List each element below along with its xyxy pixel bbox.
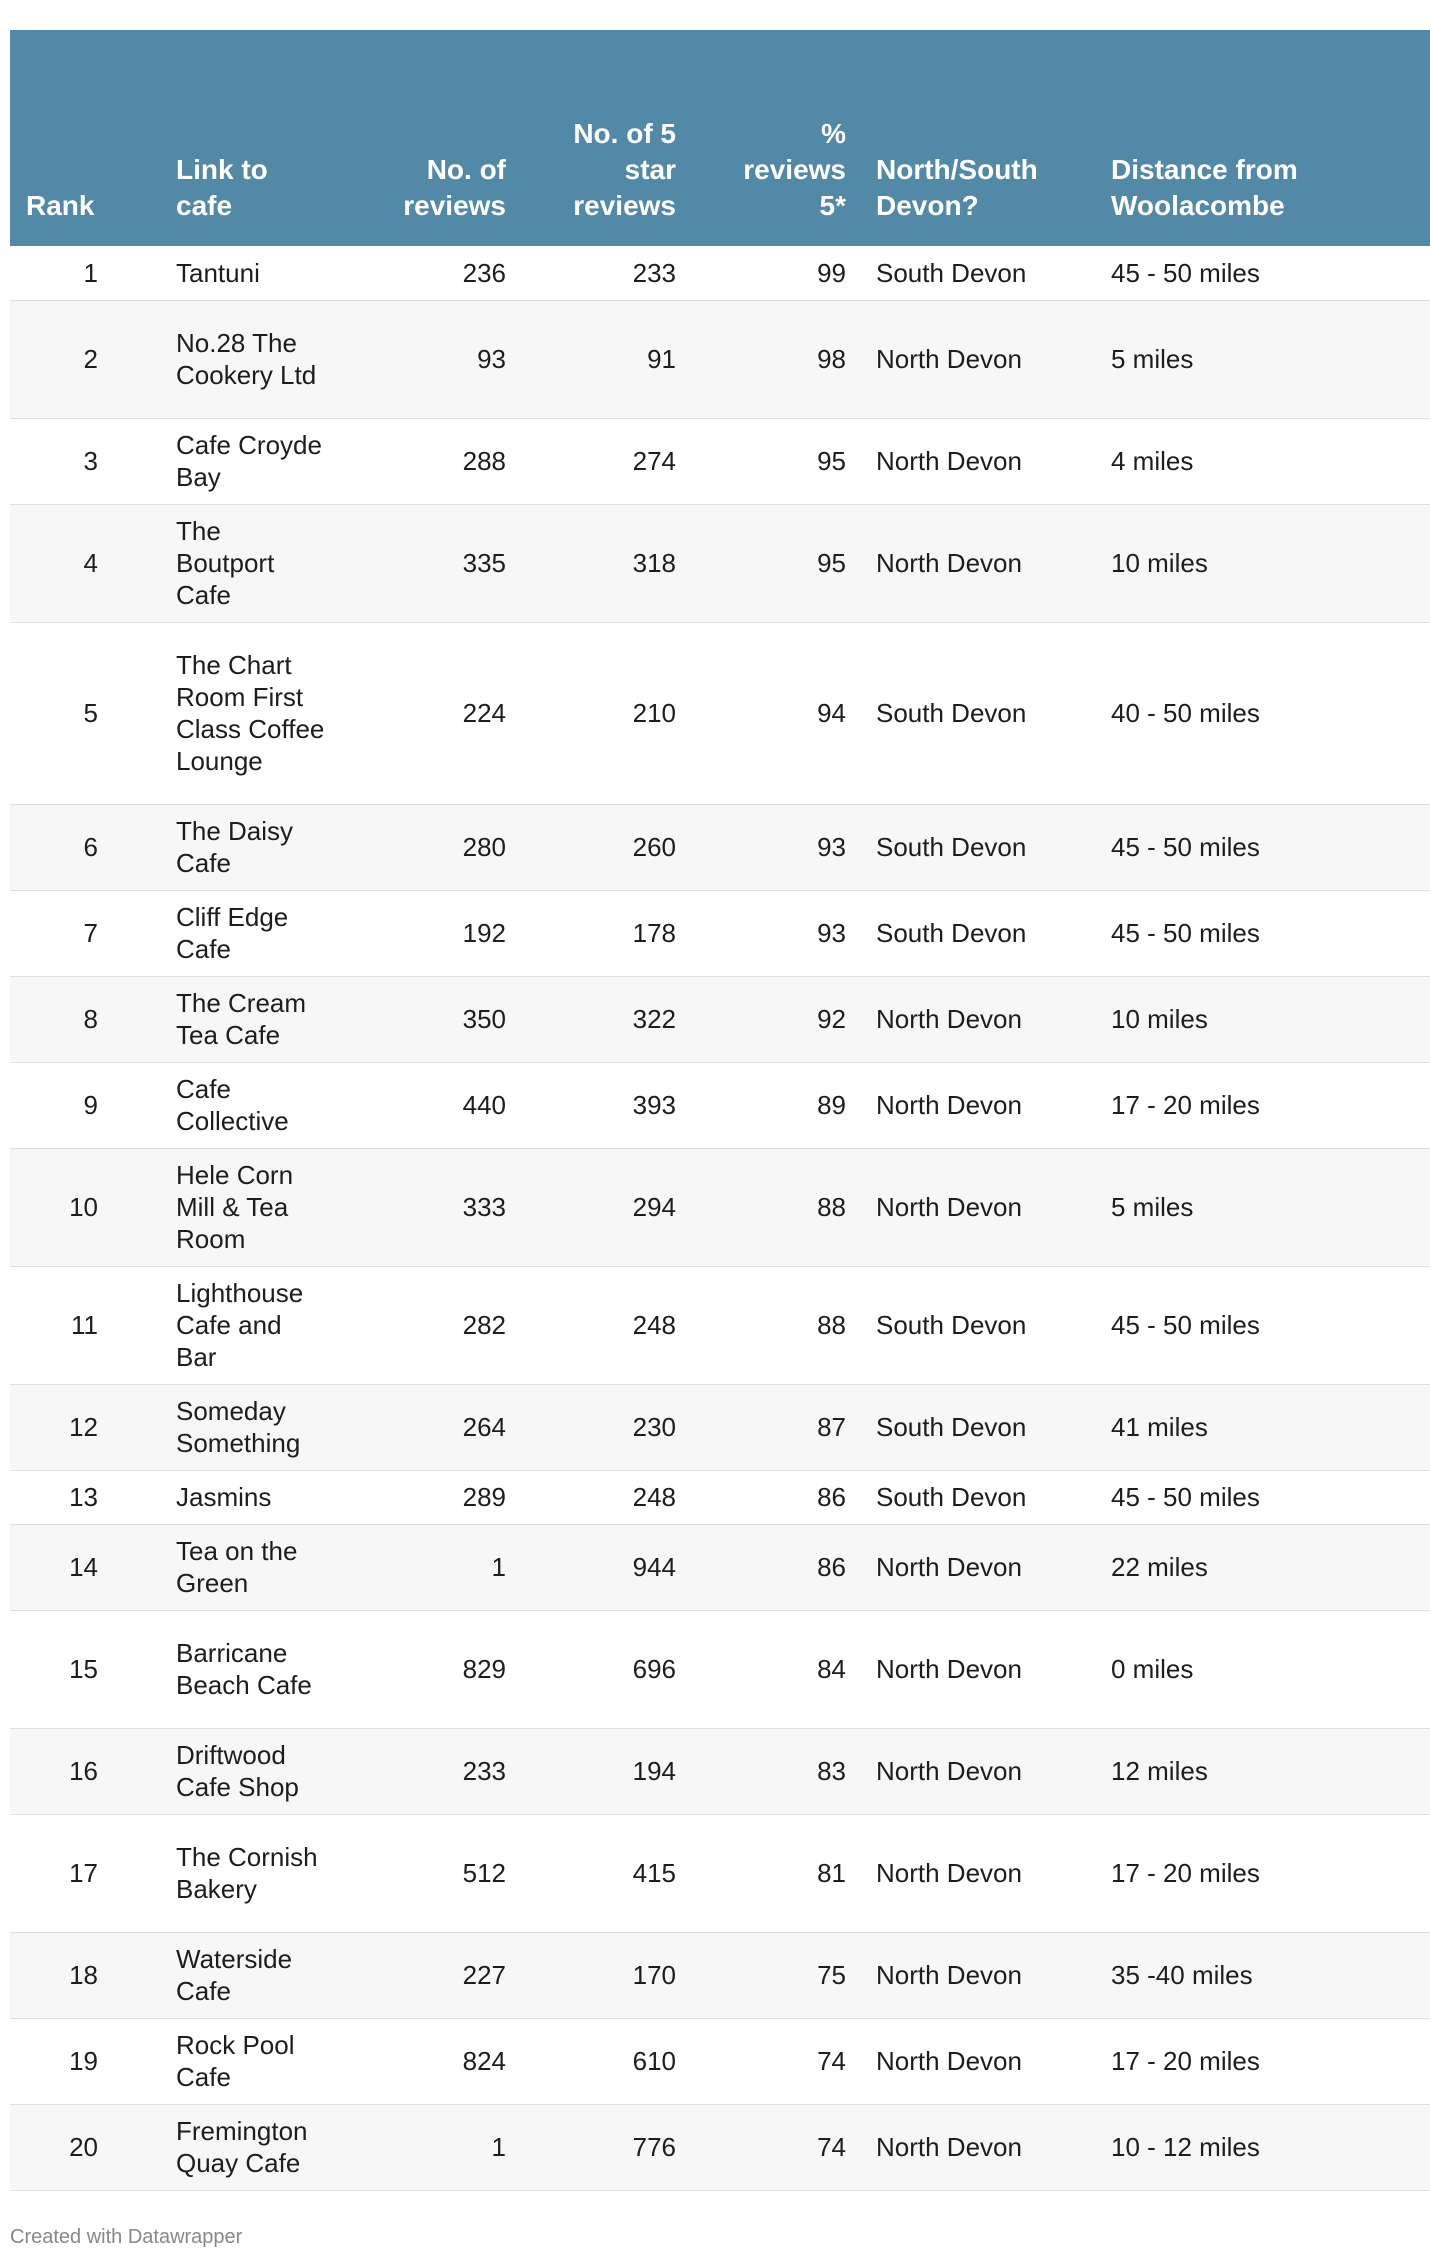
pct-cell: 86 xyxy=(690,1470,860,1524)
pct-cell: 95 xyxy=(690,418,860,504)
five-star-cell: 393 xyxy=(520,1062,690,1148)
region-cell: North Devon xyxy=(860,2018,1095,2104)
cafe-link[interactable]: The Chart Room First Class Coffee Lounge xyxy=(176,650,325,776)
region-cell: South Devon xyxy=(860,246,1095,300)
pct-cell: 74 xyxy=(690,2104,860,2190)
cafe-link-cell xyxy=(160,1266,350,1384)
reviews-cell: 1 xyxy=(350,1524,520,1610)
header-region[interactable] xyxy=(860,30,1095,246)
cafe-link[interactable]: The Cornish Bakery xyxy=(176,1842,318,1904)
cafe-link[interactable]: The Cream Tea Cafe xyxy=(176,988,307,1050)
pct-cell: 88 xyxy=(690,1148,860,1266)
region-cell: North Devon xyxy=(860,1610,1095,1728)
region-cell: North Devon xyxy=(860,2104,1095,2190)
rank-cell: 9 xyxy=(10,1062,160,1148)
distance-cell: 45 - 50 miles xyxy=(1095,1470,1430,1524)
cafe-link-cell xyxy=(160,1470,350,1524)
cafe-link-cell xyxy=(160,1524,350,1610)
table-row xyxy=(10,804,1430,890)
pct-cell: 98 xyxy=(690,300,860,418)
table-row xyxy=(10,1384,1430,1470)
pct-cell: 93 xyxy=(690,804,860,890)
cafe-link-cell xyxy=(160,1814,350,1932)
five-star-cell: 194 xyxy=(520,1728,690,1814)
reviews-cell: 440 xyxy=(350,1062,520,1148)
header-region-label: North/South Devon? xyxy=(876,154,1038,221)
cafe-link[interactable]: The Boutport Cafe xyxy=(176,516,275,610)
distance-cell: 45 - 50 miles xyxy=(1095,890,1430,976)
cafe-link-cell xyxy=(160,2018,350,2104)
distance-cell: 45 - 50 miles xyxy=(1095,246,1430,300)
pct-cell: 89 xyxy=(690,1062,860,1148)
reviews-cell: 335 xyxy=(350,504,520,622)
rank-cell: 8 xyxy=(10,976,160,1062)
distance-cell: 45 - 50 miles xyxy=(1095,804,1430,890)
cafe-link[interactable]: Tea on the Green xyxy=(176,1536,298,1598)
distance-cell: 41 miles xyxy=(1095,1384,1430,1470)
cafe-link-cell xyxy=(160,1062,350,1148)
pct-cell: 99 xyxy=(690,246,860,300)
cafe-link[interactable]: Waterside Cafe xyxy=(176,1944,293,2006)
five-star-cell: 696 xyxy=(520,1610,690,1728)
five-star-cell: 294 xyxy=(520,1148,690,1266)
cafe-link[interactable]: No.28 The Cookery Ltd xyxy=(176,328,317,390)
table-row xyxy=(10,1148,1430,1266)
five-star-cell: 944 xyxy=(520,1524,690,1610)
region-cell: South Devon xyxy=(860,1470,1095,1524)
cafe-link[interactable]: Lighthouse Cafe and Bar xyxy=(176,1278,304,1372)
table-row xyxy=(10,246,1430,300)
five-star-cell: 248 xyxy=(520,1266,690,1384)
table-row xyxy=(10,1470,1430,1524)
distance-cell: 45 - 50 miles xyxy=(1095,1266,1430,1384)
five-star-cell: 322 xyxy=(520,976,690,1062)
cafe-link-cell xyxy=(160,300,350,418)
rank-cell: 14 xyxy=(10,1524,160,1610)
distance-cell: 5 miles xyxy=(1095,1148,1430,1266)
cafe-link-cell xyxy=(160,804,350,890)
reviews-cell: 236 xyxy=(350,246,520,300)
header-five-star[interactable] xyxy=(520,30,690,246)
header-reviews[interactable] xyxy=(350,30,520,246)
table-row xyxy=(10,1610,1430,1728)
header-link[interactable] xyxy=(160,30,350,246)
table-container[interactable] xyxy=(10,30,1298,2191)
distance-cell: 35 -40 miles xyxy=(1095,1932,1430,2018)
five-star-cell: 260 xyxy=(520,804,690,890)
pct-cell: 83 xyxy=(690,1728,860,1814)
cafe-ranking-table xyxy=(10,30,1430,2191)
distance-cell: 40 - 50 miles xyxy=(1095,622,1430,804)
rank-cell: 15 xyxy=(10,1610,160,1728)
reviews-cell: 192 xyxy=(350,890,520,976)
header-pct-label: % reviews 5* xyxy=(743,118,846,221)
distance-cell: 0 miles xyxy=(1095,1610,1430,1728)
table-row xyxy=(10,1062,1430,1148)
table-row xyxy=(10,1266,1430,1384)
datawrapper-credit: Created with Datawrapper xyxy=(10,2226,243,2248)
pct-cell: 88 xyxy=(690,1266,860,1384)
five-star-cell: 178 xyxy=(520,890,690,976)
rank-cell: 3 xyxy=(10,418,160,504)
region-cell: North Devon xyxy=(860,1148,1095,1266)
cafe-link-cell xyxy=(160,1148,350,1266)
distance-cell: 4 miles xyxy=(1095,418,1430,504)
region-cell: South Devon xyxy=(860,1266,1095,1384)
cafe-link[interactable]: The Daisy Cafe xyxy=(176,816,294,878)
rank-cell: 11 xyxy=(10,1266,160,1384)
reviews-cell: 224 xyxy=(350,622,520,804)
cafe-link[interactable]: Barricane Beach Cafe xyxy=(176,1638,312,1700)
cafe-link-cell xyxy=(160,504,350,622)
region-cell: North Devon xyxy=(860,300,1095,418)
reviews-cell: 233 xyxy=(350,1728,520,1814)
table-body xyxy=(10,246,1430,2190)
table-row xyxy=(10,1524,1430,1610)
region-cell: North Devon xyxy=(860,418,1095,504)
rank-cell: 17 xyxy=(10,1814,160,1932)
region-cell: North Devon xyxy=(860,1932,1095,2018)
pct-cell: 94 xyxy=(690,622,860,804)
reviews-cell: 280 xyxy=(350,804,520,890)
reviews-cell: 824 xyxy=(350,2018,520,2104)
reviews-cell: 333 xyxy=(350,1148,520,1266)
distance-cell: 17 - 20 miles xyxy=(1095,1062,1430,1148)
cafe-link[interactable]: Driftwood Cafe Shop xyxy=(176,1740,299,1802)
reviews-cell: 282 xyxy=(350,1266,520,1384)
five-star-cell: 233 xyxy=(520,246,690,300)
reviews-cell: 93 xyxy=(350,300,520,418)
header-five-star-label: No. of 5 star reviews xyxy=(573,118,676,221)
cafe-link[interactable]: Cliff Edge Cafe xyxy=(176,902,289,964)
header-link-label: Link to cafe xyxy=(176,154,268,221)
cafe-link-cell xyxy=(160,890,350,976)
table-row xyxy=(10,300,1430,418)
distance-cell: 10 - 12 miles xyxy=(1095,2104,1430,2190)
pct-cell: 92 xyxy=(690,976,860,1062)
region-cell: North Devon xyxy=(860,1524,1095,1610)
table-row xyxy=(10,2104,1430,2190)
five-star-cell: 170 xyxy=(520,1932,690,2018)
distance-cell: 5 miles xyxy=(1095,300,1430,418)
five-star-cell: 415 xyxy=(520,1814,690,1932)
reviews-cell: 288 xyxy=(350,418,520,504)
pct-cell: 75 xyxy=(690,1932,860,2018)
reviews-cell: 227 xyxy=(350,1932,520,2018)
pct-cell: 74 xyxy=(690,2018,860,2104)
table-row xyxy=(10,1814,1430,1932)
reviews-cell: 264 xyxy=(350,1384,520,1470)
rank-cell: 7 xyxy=(10,890,160,976)
table-row xyxy=(10,1728,1430,1814)
header-reviews-label: No. of reviews xyxy=(403,154,506,221)
table-header xyxy=(10,30,1430,246)
region-cell: South Devon xyxy=(860,890,1095,976)
pct-cell: 81 xyxy=(690,1814,860,1932)
table-row xyxy=(10,2018,1430,2104)
distance-cell: 22 miles xyxy=(1095,1524,1430,1610)
reviews-cell: 829 xyxy=(350,1610,520,1728)
table-row xyxy=(10,622,1430,804)
cafe-link-cell xyxy=(160,1728,350,1814)
pct-cell: 87 xyxy=(690,1384,860,1470)
table-row xyxy=(10,1932,1430,2018)
rank-cell: 20 xyxy=(10,2104,160,2190)
cafe-link[interactable]: Cafe Collective xyxy=(176,1074,289,1136)
distance-cell: 10 miles xyxy=(1095,504,1430,622)
cafe-link[interactable]: Rock Pool Cafe xyxy=(176,2030,295,2092)
cafe-link-cell xyxy=(160,418,350,504)
header-pct[interactable] xyxy=(690,30,860,246)
five-star-cell: 318 xyxy=(520,504,690,622)
cafe-link-cell xyxy=(160,976,350,1062)
table-row xyxy=(10,890,1430,976)
reviews-cell: 350 xyxy=(350,976,520,1062)
region-cell: North Devon xyxy=(860,1062,1095,1148)
distance-cell: 10 miles xyxy=(1095,976,1430,1062)
reviews-cell: 512 xyxy=(350,1814,520,1932)
five-star-cell: 230 xyxy=(520,1384,690,1470)
table-row xyxy=(10,418,1430,504)
five-star-cell: 91 xyxy=(520,300,690,418)
rank-cell: 2 xyxy=(10,300,160,418)
cafe-link-cell xyxy=(160,622,350,804)
cafe-link[interactable]: Cafe Croyde Bay xyxy=(176,430,322,492)
region-cell: North Devon xyxy=(860,504,1095,622)
region-cell: South Devon xyxy=(860,622,1095,804)
distance-cell: 17 - 20 miles xyxy=(1095,2018,1430,2104)
cafe-link-cell xyxy=(160,246,350,300)
reviews-cell: 1 xyxy=(350,2104,520,2190)
region-cell: North Devon xyxy=(860,976,1095,1062)
rank-cell: 18 xyxy=(10,1932,160,2018)
cafe-link-cell xyxy=(160,1932,350,2018)
rank-cell: 4 xyxy=(10,504,160,622)
rank-cell: 6 xyxy=(10,804,160,890)
rank-cell: 12 xyxy=(10,1384,160,1470)
cafe-link-cell xyxy=(160,2104,350,2190)
region-cell: South Devon xyxy=(860,1384,1095,1470)
header-distance[interactable] xyxy=(1095,30,1430,246)
five-star-cell: 610 xyxy=(520,2018,690,2104)
rank-cell: 19 xyxy=(10,2018,160,2104)
rank-cell: 16 xyxy=(10,1728,160,1814)
header-rank[interactable]: Rank xyxy=(10,30,160,246)
cafe-link-cell xyxy=(160,1384,350,1470)
pct-cell: 84 xyxy=(690,1610,860,1728)
cafe-link[interactable]: Hele Corn Mill & Tea Room xyxy=(176,1160,294,1254)
cafe-link[interactable]: Tantuni xyxy=(176,257,260,288)
reviews-cell: 289 xyxy=(350,1470,520,1524)
header-distance-label: Distance from Woolacombe xyxy=(1111,154,1298,221)
rank-cell: 1 xyxy=(10,246,160,300)
cafe-link-cell xyxy=(160,1610,350,1728)
cafe-link[interactable]: Fremington Quay Cafe xyxy=(176,2116,308,2178)
region-cell: North Devon xyxy=(860,1728,1095,1814)
five-star-cell: 248 xyxy=(520,1470,690,1524)
pct-cell: 93 xyxy=(690,890,860,976)
cafe-link[interactable]: Someday Something xyxy=(176,1396,301,1458)
five-star-cell: 210 xyxy=(520,622,690,804)
pct-cell: 86 xyxy=(690,1524,860,1610)
pct-cell: 95 xyxy=(690,504,860,622)
table-row xyxy=(10,976,1430,1062)
region-cell: South Devon xyxy=(860,804,1095,890)
rank-cell: 13 xyxy=(10,1470,160,1524)
rank-cell: 10 xyxy=(10,1148,160,1266)
region-cell: North Devon xyxy=(860,1814,1095,1932)
five-star-cell: 776 xyxy=(520,2104,690,2190)
rank-cell: 5 xyxy=(10,622,160,804)
table-row xyxy=(10,504,1430,622)
cafe-link[interactable]: Jasmins xyxy=(176,1482,272,1512)
five-star-cell: 274 xyxy=(520,418,690,504)
distance-cell: 17 - 20 miles xyxy=(1095,1814,1430,1932)
distance-cell: 12 miles xyxy=(1095,1728,1430,1814)
